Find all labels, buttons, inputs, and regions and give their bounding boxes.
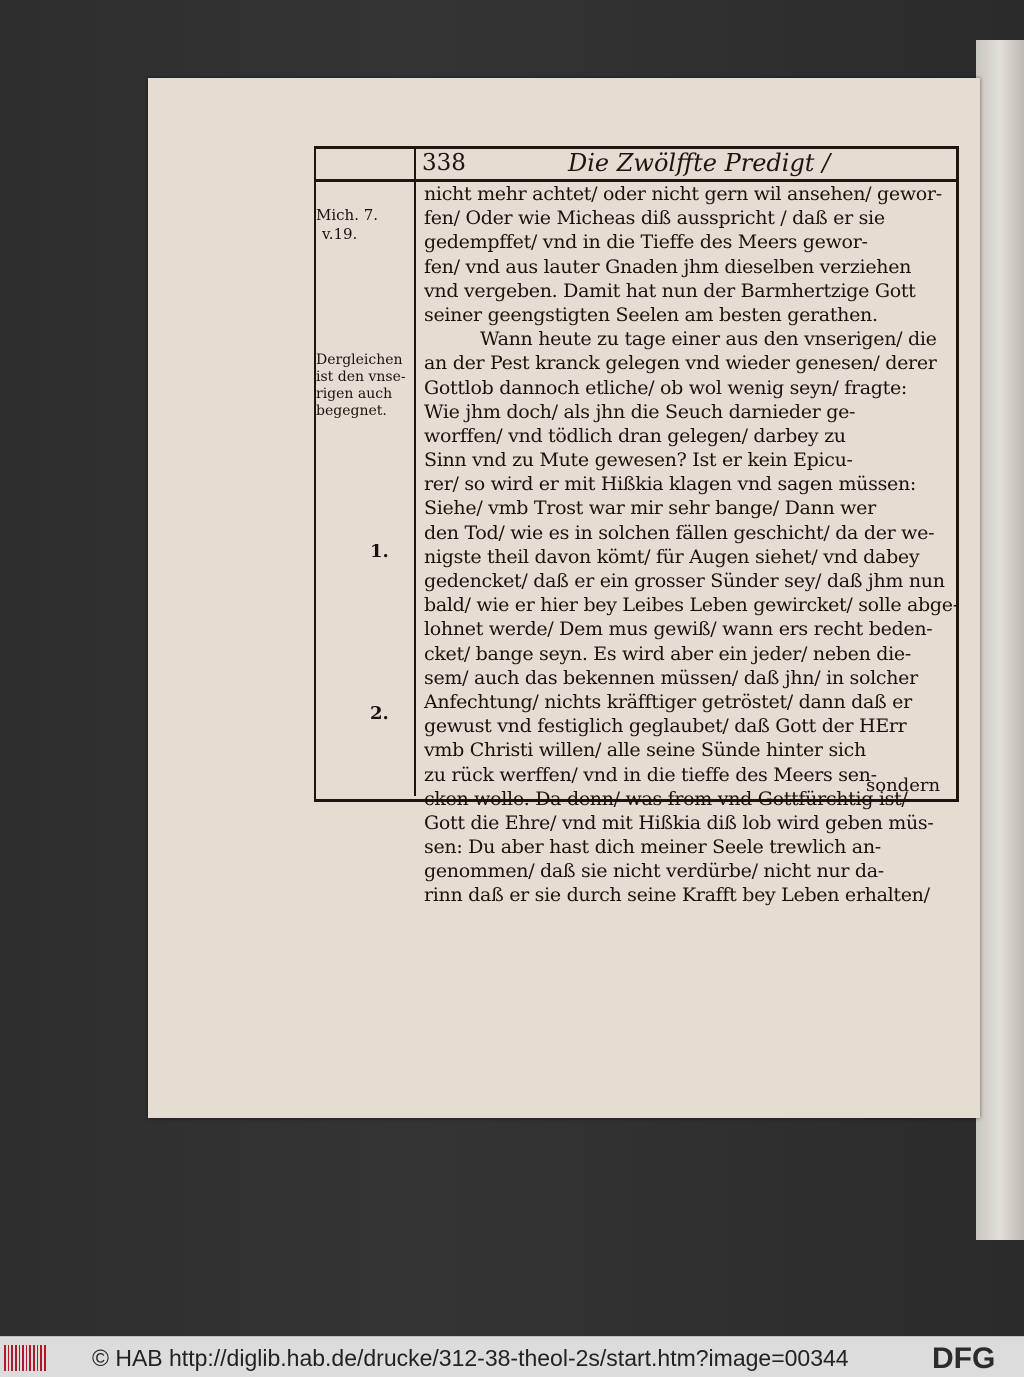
text-line: cket/ bange seyn. Es wird aber ein jeder/ neben die- xyxy=(424,642,911,665)
copyright-url-text[interactable]: © HAB http://diglib.hab.de/drucke/312-38-theol-2s/start.htm?image=00344 xyxy=(92,1345,849,1371)
text-line: Gottlob dannoch etliche/ ob wol wenig seyn/ fragte: xyxy=(424,376,907,399)
running-title: Die Zwölffte Predigt / xyxy=(568,149,831,177)
text-line: fen/ vnd aus lauter Gnaden jhm dieselben verziehen xyxy=(424,255,912,278)
margin-note-bible-ref xyxy=(316,206,378,244)
text-line: fen/ Oder wie Micheas diß ausspricht / daß er sie xyxy=(424,207,885,230)
margin-note-point-one: 1. xyxy=(370,541,389,562)
text-line: Anfechtung/ nichts kräfftiger getröstet/ dann daß er xyxy=(424,690,912,713)
text-line: sem/ auch das bekennen müssen/ daß jhn/ in solcher xyxy=(424,666,918,689)
text-line: rer/ so wird er mit Hißkia klagen vnd sagen müssen: xyxy=(424,473,917,496)
footer-bar xyxy=(0,1336,1024,1377)
text-line: rinn daß er sie durch seine Krafft bey Leben erhalten/ xyxy=(424,884,930,907)
library-barcode-logo-icon xyxy=(4,1345,48,1371)
text-line: Sinn vnd zu Mute gewesen? Ist er kein Epicu- xyxy=(424,449,853,472)
text-line: Gott die Ehre/ vnd mit Hißkia diß lob wird geben müs- xyxy=(424,811,934,834)
margin-note-line: ist den vnse- xyxy=(316,369,406,385)
text-line: worffen/ vnd tödlich dran gelegen/ darbey zu xyxy=(424,424,846,447)
text-line: genommen/ daß sie nicht verdürbe/ nicht nur da- xyxy=(424,860,884,883)
margin-note-point-two: 2. xyxy=(370,703,389,724)
margin-note-line: Mich. 7. xyxy=(316,206,379,224)
text-line: gedencket/ daß er ein grosser Sünder sey/ daß jhm nun xyxy=(424,570,945,592)
text-line: lohnet werde/ Dem mus gewiß/ wann ers recht beden- xyxy=(424,618,933,641)
text-line: nigste theil davon kömt/ für Augen siehet/ vnd dabey xyxy=(424,545,920,568)
adjacent-page-edge xyxy=(976,40,1024,1240)
text-line: Siehe/ vmb Trost war mir sehr bange/ Dann wer xyxy=(424,497,876,520)
text-line: seiner geengstigten Seelen am besten gerathen. xyxy=(424,303,878,326)
text-line: an der Pest kranck gelegen vnd wieder genesen/ derer xyxy=(424,352,937,375)
dfg-logo-text: DFG xyxy=(932,1342,996,1372)
catchword: sondern xyxy=(866,775,941,796)
text-line: vmb Christi willen/ alle seine Sünde hinter sich xyxy=(424,739,866,762)
text-line: gedempffet/ vnd in die Tieffe des Meers gewor- xyxy=(424,231,868,254)
text-line: nicht mehr achtet/ oder nicht gern wil ansehen/ gewor- xyxy=(424,183,942,205)
body-text xyxy=(424,182,959,908)
page-number: 338 xyxy=(422,150,466,176)
text-line: vnd vergeben. Damit hat nun der Barmhertzige Gott xyxy=(424,279,916,302)
text-line: den Tod/ wie es in solchen fällen geschicht/ da der we- xyxy=(424,521,935,544)
text-line: Wann heute zu tage einer aus den vnserigen/ die xyxy=(480,328,937,351)
margin-note-line: v.19. xyxy=(322,225,358,243)
margin-note-summary xyxy=(316,352,406,420)
book-page xyxy=(148,78,980,1118)
text-line: Wie jhm doch/ als jhn die Seuch darnieder ge- xyxy=(424,400,856,423)
text-line: zu rück werffen/ vnd in die tieffe des Meers sen- xyxy=(424,763,877,786)
text-line: sen: Du aber hast dich meiner Seele trewlich an- xyxy=(424,836,881,859)
text-line: cken wolle. Da denn/ was from vnd Gottfürchtig ist/ xyxy=(424,787,908,810)
text-line: gewust vnd festiglich geglaubet/ daß Gott der HErr xyxy=(424,715,907,738)
margin-note-line: begegnet. xyxy=(316,403,387,419)
margin-note-line: rigen auch xyxy=(316,386,393,402)
margin-note-line: Dergleichen xyxy=(316,352,403,368)
margin-column-rule xyxy=(414,148,416,796)
dfg-logo-icon xyxy=(930,1342,1020,1372)
text-line: bald/ wie er hier bey Leibes Leben gewircket/ solle abge- xyxy=(424,594,959,617)
